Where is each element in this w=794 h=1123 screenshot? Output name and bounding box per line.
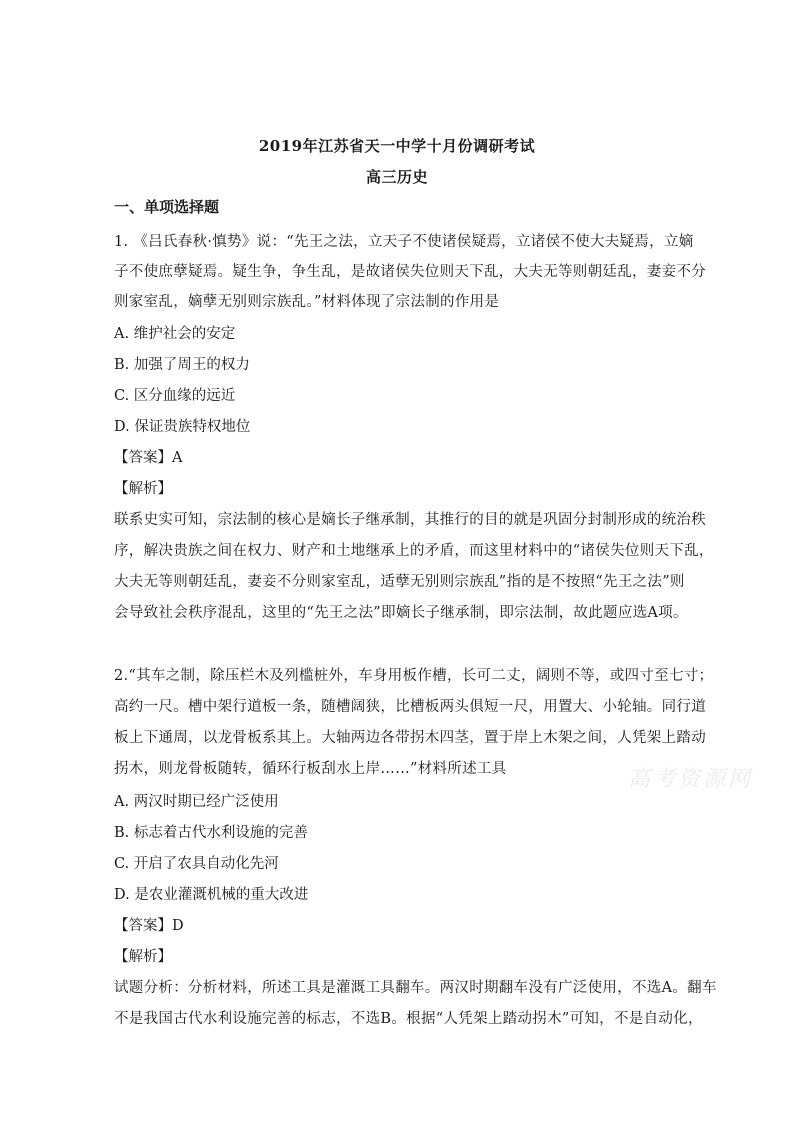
q2-option-c: C. 开启了农具自动化先河 <box>114 856 279 872</box>
q1-analysis-line: 大夫无等则朝廷乱，妻妾不分则家室乱，适孽无别则宗族乱”指的是不按照“先王之法”则 <box>114 574 685 590</box>
q2-stem-line: 2.“其车之制，除压栏木及列槛桩外，车身用板作槽，长可二丈，阔则不等，或四寸至七寸； <box>114 668 714 684</box>
q2-answer: 【答案】D <box>114 918 184 934</box>
q2-analysis-line: 试题分析：分析材料，所述工具是灌溉工具翻车。两汉时期翻车没有广泛使用，不选A。翻车 <box>114 980 717 996</box>
q1-analysis-line: 联系史实可知，宗法制的核心是嫡长子继承制，其推行的目的就是巩固分封制形成的统治秩 <box>114 512 706 528</box>
q1-answer: 【答案】A <box>114 450 183 466</box>
q1-option-a: A. 维护社会的安定 <box>114 326 236 342</box>
q1-stem-line: 1. 《吕氏春秋·慎势》说：“先王之法，立天子不使诸侯疑焉，立诸侯不使大夫疑焉，立嫡 <box>114 234 694 250</box>
q1-analysis-line: 会导致社会秩序混乱，这里的“先王之法”即嫡长子继承制，即宗法制，故此题应选A项。 <box>114 605 688 621</box>
q1-option-c: C. 区分血缘的远近 <box>114 388 236 404</box>
q2-option-b: B. 标志着古代水利设施的完善 <box>114 825 308 841</box>
q2-stem-line: 高约一尺。槽中架行道板一条，随槽阔狭，比槽板两头俱短一尺，用置大、小轮轴。同行道 <box>114 699 706 715</box>
q1-stem-line: 子不使庶孽疑焉。疑生争，争生乱，是故诸侯失位则天下乱，大夫无等则朝廷乱，妻妾不分 <box>114 264 706 280</box>
q1-stem-line: 则家室乱，嫡孽无别则宗族乱。”材料体现了宗法制的作用是 <box>114 294 500 310</box>
q2-analysis-line: 不是我国古代水利设施完善的标志，不选B。根据“人凭架上踏动拐木”可知，不是自动化， <box>114 1011 703 1027</box>
exam-title: 2019年江苏省天一中学十月份调研考试 <box>258 137 536 155</box>
exam-subtitle: 高三历史 <box>365 168 428 186</box>
watermark: 高考资源网 <box>628 767 754 792</box>
q2-stem-line: 拐木，则龙骨板随转，循环行板刮水上岸……”材料所述工具 <box>114 761 507 777</box>
q1-analysis-label: 【解析】 <box>114 481 172 497</box>
section-heading: 一、单项选择题 <box>114 198 220 216</box>
q2-option-a: A. 两汉时期已经广泛使用 <box>114 794 279 810</box>
q2-option-d: D. 是农业灌溉机械的重大改进 <box>114 887 309 903</box>
q2-stem-line: 板上下通周，以龙骨板系其上。大轴两边各带拐木四茎，置于岸上木架之间，人凭架上踏动 <box>114 730 706 746</box>
q1-analysis-line: 序，解决贵族之间在权力、财产和土地继承上的矛盾，而这里材料中的“诸侯失位则天下乱， <box>114 543 714 559</box>
q1-option-d: D. 保证贵族特权地位 <box>114 419 251 435</box>
q2-analysis-label: 【解析】 <box>114 949 172 965</box>
q1-option-b: B. 加强了周王的权力 <box>114 357 250 373</box>
